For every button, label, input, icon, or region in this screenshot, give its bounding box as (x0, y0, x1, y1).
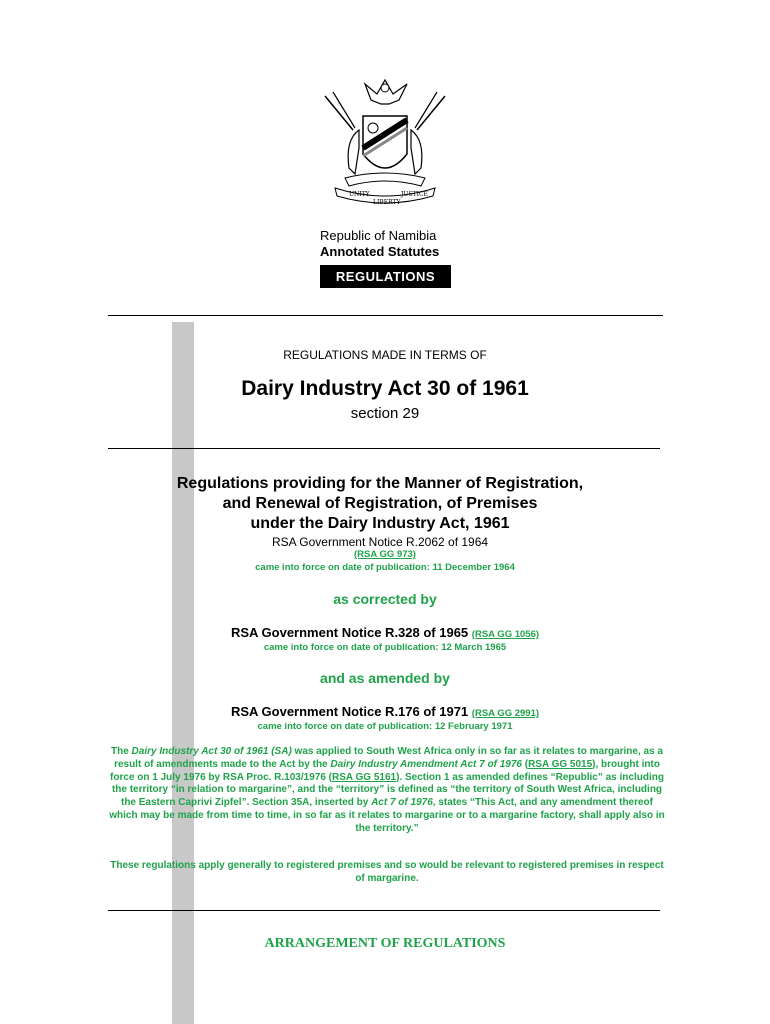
commencement-1964: came into force on date of publication: 11 December 1964 (255, 562, 515, 573)
commencement-1971: came into force on date of publication: 12 February 1971 (257, 721, 513, 732)
application-note (108, 746, 666, 836)
note-text: ( (521, 758, 529, 770)
regulation-title-line2: and Renewal of Registration, of Premises (222, 495, 538, 512)
corrected-by-heading: as corrected by (333, 591, 437, 607)
notice-r176 (120, 704, 650, 719)
annotated-statutes-label: Annotated Statutes (320, 244, 440, 259)
divider-bottom (108, 910, 660, 911)
note-text: ). Section 1 as amended defines “Republic” as including the territory “in relation to margarine”, and the “territory” is defined as “the territory of South West Africa, including the Eastern Caprivi Zipfel”. Section 35A, inserted by (111, 771, 664, 809)
premises-note: These regulations apply generally to registered premises and so would be relevant to registered premises in respect of margarine. (110, 860, 664, 884)
divider-middle (108, 448, 660, 449)
commencement-1965: came into force on date of publication: 12 March 1965 (263, 642, 507, 653)
regulation-title-line3: under the Dairy Industry Act, 1961 (250, 515, 510, 532)
motto-unity: UNITY (349, 191, 370, 198)
gazette-link-2991[interactable]: (RSA GG 2991) (471, 708, 540, 719)
motto-justice: JUSTICE (401, 191, 428, 198)
regulation-title-line1: Regulations providing for the Manner of Registration, (176, 475, 584, 492)
arrangement-heading: ARRANGEMENT OF REGULATIONS (264, 936, 506, 951)
coat-of-arms-icon (315, 70, 455, 210)
note-text: The (110, 746, 132, 757)
gazette-link-1056[interactable]: (RSA GG 1056) (471, 629, 540, 640)
notice-r176-text: RSA Government Notice R.176 of 1971 (230, 704, 469, 719)
act-title: Dairy Industry Act 30 of 1961 (241, 377, 529, 400)
note-amend-ref: Dairy Industry Amendment Act 7 of 1976 (330, 758, 522, 770)
regulations-badge: REGULATIONS (320, 265, 451, 288)
note-act-ref: Dairy Industry Act 30 of 1961 (SA) (131, 746, 292, 757)
notice-r328-text: RSA Government Notice R.328 of 1965 (230, 625, 469, 640)
amended-by-heading: and as amended by (320, 670, 450, 686)
divider-top (108, 315, 663, 316)
regulation-title (120, 474, 640, 534)
motto-liberty: LIBERTY (373, 199, 401, 206)
gazette-link-5015[interactable]: RSA GG 5015 (528, 758, 593, 770)
republic-label: Republic of Namibia (320, 228, 437, 243)
note-text: ), brought into force on 1 July 1976 by RSA Proc. R.103/1976 ( (110, 758, 660, 783)
note-text: was applied to South West Africa only in so far as it relates to margarine, as a result of amendments made to the Act by the (114, 746, 663, 770)
gazette-link-973[interactable]: (RSA GG 973) (354, 549, 416, 560)
made-in-terms-label: REGULATIONS MADE IN TERMS OF (283, 348, 487, 362)
notice-r328 (120, 625, 650, 640)
government-notice: RSA Government Notice R.2062 of 1964 (271, 535, 489, 549)
gazette-link-5161[interactable]: RSA GG 5161 (332, 771, 397, 783)
section-label: section 29 (350, 405, 420, 422)
note-act7-ref: Act 7 of 1976 (371, 797, 433, 809)
note-text: , states “This Act, and any amendment thereof which may be made from time to time, in so far as it relates to margarine or to a margarine factory, shall apply also in the territory.” (109, 797, 665, 834)
